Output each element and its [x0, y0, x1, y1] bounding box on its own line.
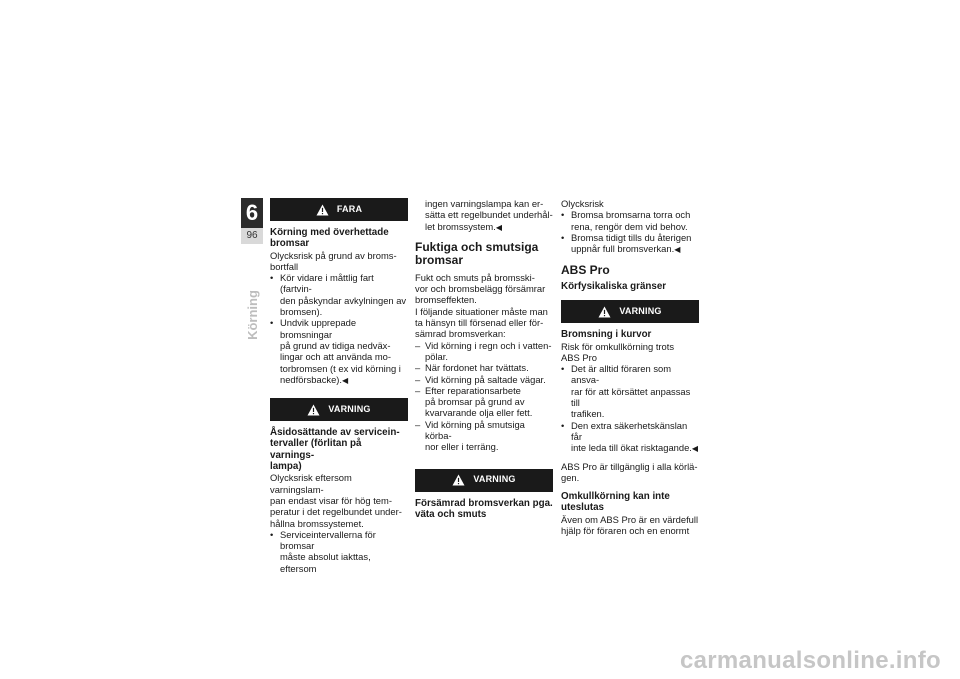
list-item: • Undvik upprepade bromsningar på grund av tidiga nedväx- lingar och att använda mo- torbromsen (t ex vid körning i nedförsbacke).◀ [270, 317, 401, 385]
list-item: • Det är alltid föraren som ansva- rar för att körsättet anpassas till trafiken. [561, 363, 691, 420]
list-item: – Vid körning på saltade vägar. [415, 373, 546, 385]
paragraph: Olycksrisk [561, 198, 604, 209]
list-item: • Bromsa bromsarna torra och rena, rengör dem vid behov. [561, 209, 691, 232]
warning-heading: Åsidosättande av servicein- tervaller (förlitan på varnings- lampa) [270, 427, 400, 473]
list-item: – Efter reparationsarbete på bromsar på grund av kvarvarande olja eller fett. [415, 384, 533, 419]
warning-banner [561, 300, 699, 323]
list-item: • Bromsa tidigt tills du återigen uppnår full bromsverkan.◀ [561, 231, 692, 255]
bullet-list [270, 272, 408, 386]
column-2 [415, 198, 553, 520]
list-item: • Serviceintervallerna för bromsar måste absolut iakttas, eftersom [270, 528, 376, 574]
list-item: • Kör vidare i måttlig fart (fartvin- den påskyndar avkylningen av bromsen). [270, 272, 407, 318]
warning-heading: Körning med överhettade bromsar [270, 227, 389, 250]
warning-heading: Försämrad bromsverkan pga. väta och smuts [415, 497, 553, 520]
warning-triangle-icon [316, 204, 329, 216]
warning-banner [415, 469, 553, 492]
end-marker: ◀ [691, 444, 699, 454]
list-item: – Vid körning på smutsiga körba- nor eller i terräng. [415, 418, 525, 453]
list-item: – Vid körning i regn och i vatten- pölar. [415, 339, 552, 362]
list-item: • Den extra säkerhetskänslan får inte leda till ökat risktagande.◀ [561, 419, 699, 454]
subsection-heading: Körfysikaliska gränser [561, 280, 667, 292]
list-item: ingen varningslampa kan er- sätta ett regelbundet underhål- let bromssystem.◀ [425, 198, 553, 232]
warning-label: VARNING [328, 404, 371, 414]
section-heading: Fuktiga och smutsiga bromsar [415, 239, 539, 268]
page-number: 96 [241, 228, 263, 244]
warning-banner [270, 398, 408, 421]
paragraph: Fukt och smuts på bromsski- vor och bromsbelägg försämrar bromseffekten. [415, 271, 546, 306]
bullet-list [561, 209, 699, 255]
bullet-list [270, 529, 408, 574]
subsection-heading: Omkullkörning kan inte uteslutas [561, 491, 670, 514]
paragraph: Olycksrisk på grund av broms- bortfall [270, 249, 397, 272]
danger-label: FARA [336, 203, 363, 214]
section-title: Körning [245, 290, 260, 340]
warning-label: VARNING [619, 306, 662, 317]
section-heading: ABS Pro [561, 263, 610, 278]
paragraph: Risk för omkullkörning trots ABS Pro [561, 340, 675, 363]
warning-triangle-icon [452, 474, 465, 486]
end-marker: ◀ [342, 375, 349, 385]
danger-banner [270, 198, 408, 221]
warning-heading: Bromsning i kurvor [561, 329, 652, 341]
paragraph: I följande situationer måste man ta hänsyn till försenad eller för- sämrad bromsverkan: [415, 305, 548, 340]
chapter-number: 6 [241, 198, 263, 228]
warning-label: VARNING [473, 474, 516, 485]
end-marker: ◀ [674, 245, 681, 255]
watermark: carmanualsonline.info [679, 647, 941, 674]
list-item: – När fordonet har tvättats. [415, 362, 529, 374]
warning-triangle-icon [307, 404, 320, 416]
column-3 [561, 198, 699, 536]
end-marker: ◀ [495, 222, 503, 232]
paragraph: Olycksrisk eftersom varningslam- pan endast visar för hög tem- peratur i det regelbundet under- hållna bromssystemet. [270, 472, 402, 529]
bullet-list [561, 363, 699, 454]
column-1 [270, 198, 408, 574]
paragraph: Även om ABS Pro är en värdefull hjälp för föraren och en enormt [561, 513, 699, 537]
warning-triangle-icon [598, 306, 611, 318]
bullet-list-continued [415, 198, 553, 233]
dash-list [415, 340, 553, 453]
chapter-tab [241, 198, 263, 244]
paragraph: ABS Pro är tillgänglig i alla körlä- gen. [561, 460, 698, 483]
